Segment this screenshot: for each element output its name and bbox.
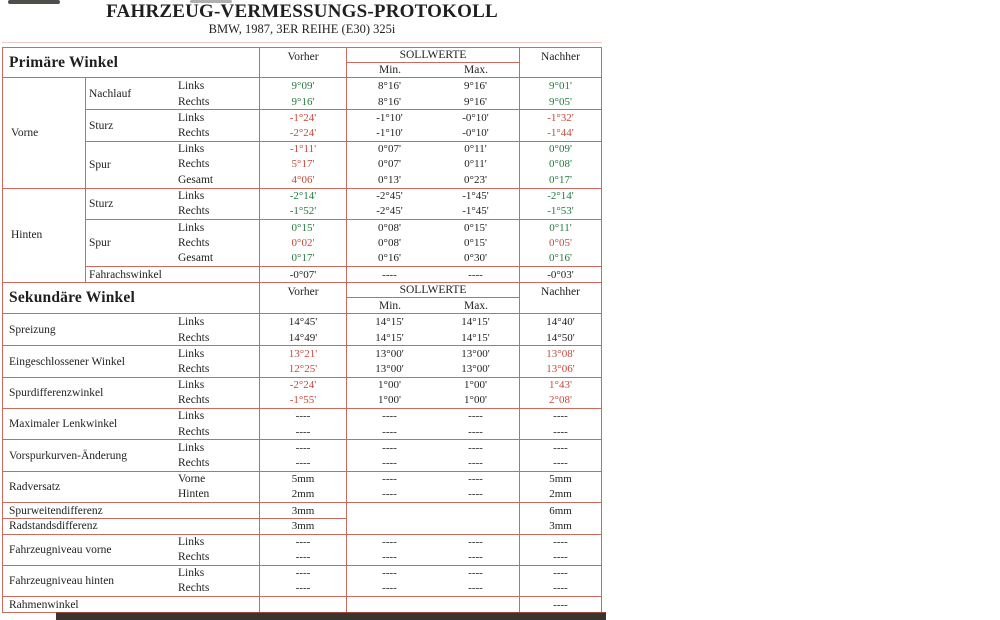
value-nachher: ---- <box>519 581 601 597</box>
value-max: ---- <box>432 471 519 487</box>
value-vorher <box>259 596 346 612</box>
value-nachher: 0°16' <box>519 251 601 267</box>
row-label: Vorspurkurven-Änderung <box>3 439 176 470</box>
value-max: ---- <box>468 488 483 501</box>
value-nachher: 13°08' <box>519 345 601 361</box>
value-max: ---- <box>468 551 483 564</box>
section-title: Sekundäre Winkel <box>9 289 135 306</box>
value-max: 9°16' <box>464 79 487 92</box>
value-min: 0°07' <box>346 156 432 172</box>
value-max: 0°30' <box>464 252 487 265</box>
column-header-vorher: Vorher <box>259 48 346 77</box>
side-label: Links <box>176 534 259 550</box>
value-min: 1°00' <box>346 377 432 393</box>
value-vorher: ---- <box>259 424 346 440</box>
value-sollwerte <box>346 518 519 534</box>
value-min: ---- <box>346 424 432 440</box>
side-label: Links <box>176 219 259 235</box>
value-max: 13°00' <box>461 362 490 375</box>
side-label: Links <box>176 377 259 393</box>
value-nachher: 9°01' <box>519 78 601 94</box>
value-min: -1°10' <box>346 125 432 141</box>
value-min: 0°08' <box>346 219 432 235</box>
value-vorher: 2mm <box>259 487 346 503</box>
value-nachher: 9°05' <box>519 94 601 110</box>
value-vorher: -1°55' <box>259 392 346 408</box>
side-label: Vorne <box>176 471 259 487</box>
value-nachher: ---- <box>519 565 601 581</box>
row-label: Radstandsdifferenz <box>3 518 259 534</box>
column-header-nachher: Nachher <box>519 283 601 313</box>
column-header-sollwerte-label: SOLLWERTE <box>347 48 519 63</box>
value-vorher: ---- <box>259 455 346 471</box>
value-vorher: ---- <box>259 408 346 424</box>
value-min: 14°15' <box>346 330 432 346</box>
value-nachher: ---- <box>519 424 601 440</box>
value-min: 8°16' <box>346 94 432 110</box>
row-label: Fahrzeugniveau hinten <box>3 565 176 596</box>
side-label: Gesamt <box>178 252 214 265</box>
value-max: ---- <box>432 565 519 581</box>
value-nachher: 13°06' <box>519 361 601 377</box>
side-label: Links <box>176 439 259 455</box>
side-label: Links <box>176 109 259 125</box>
value-max: ---- <box>432 439 519 455</box>
row-label: Spreizung <box>9 323 56 336</box>
value-max: 0°15' <box>464 236 487 249</box>
side-label: Gesamt <box>178 173 214 186</box>
value-min: 13°00' <box>346 361 432 377</box>
value-min: ---- <box>346 549 432 565</box>
value-vorher: -1°52' <box>259 204 346 220</box>
value-nachher: -1°32' <box>519 109 601 125</box>
value-vorher: -1°11' <box>259 141 346 157</box>
side-label: Rechts <box>178 126 210 139</box>
value-min: ---- <box>346 565 432 581</box>
column-header-max: Max. <box>464 64 488 76</box>
value-min: 0°16' <box>346 251 432 267</box>
value-max: ---- <box>468 425 483 438</box>
value-max: 14°15' <box>461 315 490 328</box>
value-nachher: ---- <box>519 596 601 612</box>
column-header-vorher: Vorher <box>259 283 346 313</box>
value-vorher: ---- <box>259 581 346 597</box>
document-title: FAHRZEUG-VERMESSUNGS-PROTOKOLL <box>106 1 498 22</box>
value-min: ---- <box>346 439 432 455</box>
value-nachher: 14°50' <box>519 330 601 346</box>
column-header-minmax <box>347 63 519 77</box>
value-vorher: ---- <box>259 565 346 581</box>
row-label: Radversatz <box>3 471 176 502</box>
side-label: Links <box>176 141 259 157</box>
row-label: Eingeschlossener Winkel <box>3 345 176 376</box>
side-label: Links <box>178 79 205 92</box>
value-max: ---- <box>468 582 483 595</box>
value-max: 0°23' <box>464 173 487 186</box>
measurement-table <box>2 47 602 613</box>
row-label: Sturz <box>86 109 176 140</box>
value-vorher: -2°14' <box>259 188 346 204</box>
value-min: -2°45' <box>346 188 432 204</box>
value-max: -1°45' <box>432 188 519 204</box>
value-nachher: ---- <box>519 455 601 471</box>
value-max: 1°00' <box>432 377 519 393</box>
side-label: Rechts <box>178 95 210 108</box>
document-subtitle: BMW, 1987, 3ER REIHE (E30) 325i <box>208 22 396 36</box>
row-label: Maximaler Lenkwinkel <box>3 408 176 439</box>
side-label: Links <box>176 188 259 204</box>
row-label: Fahrzeugniveau vorne <box>3 534 176 565</box>
value-vorher: 3mm <box>259 502 346 518</box>
value-vorher: 0°02' <box>259 235 346 251</box>
side-label: Rechts <box>178 362 210 375</box>
value-vorher: -2°24' <box>259 125 346 141</box>
value-sollwerte <box>346 502 519 518</box>
value-nachher: 14°40' <box>519 314 601 330</box>
value-min: 14°15' <box>346 314 432 330</box>
section-header-s <box>3 282 601 314</box>
value-vorher: ---- <box>259 549 346 565</box>
value-max: 13°00' <box>432 345 519 361</box>
row-label: Nachlauf <box>89 87 132 100</box>
value-nachher: ---- <box>519 549 601 565</box>
value-vorher: -2°24' <box>259 377 346 393</box>
value-vorher: 0°15' <box>259 219 346 235</box>
column-header-nachher: Nachher <box>519 48 601 77</box>
value-nachher: 2mm <box>519 487 601 503</box>
section-title: Primäre Winkel <box>9 53 119 71</box>
row-label: Rahmenwinkel <box>3 596 259 612</box>
row-label: Spur <box>86 219 176 266</box>
side-label: Rechts <box>178 331 210 344</box>
primary-body <box>3 78 601 282</box>
value-min: ---- <box>346 581 432 597</box>
value-vorher: 14°45' <box>259 314 346 330</box>
scan-ghost-line <box>2 42 602 43</box>
value-min: 0°13' <box>346 172 432 188</box>
value-vorher: 14°49' <box>259 330 346 346</box>
value-vorher: 5°17' <box>259 156 346 172</box>
value-max: 0°11' <box>432 141 519 157</box>
row-label: Sturz <box>86 188 176 219</box>
value-max: ---- <box>432 534 519 550</box>
value-nachher: 2°08' <box>519 392 601 408</box>
column-header-sollwerte <box>346 48 519 77</box>
value-min: 8°16' <box>346 78 432 94</box>
side-label: Rechts <box>178 425 210 438</box>
value-nachher: 0°17' <box>519 172 601 188</box>
value-min: -2°45' <box>346 204 432 220</box>
value-max: -0°10' <box>462 126 489 139</box>
row-label: Spurweitendifferenz <box>3 502 259 518</box>
value-vorher: 0°17' <box>259 251 346 267</box>
value-sollwerte <box>346 596 519 612</box>
value-min: ---- <box>346 471 432 487</box>
side-label: Links <box>178 315 205 328</box>
value-max: 0°11' <box>464 158 487 171</box>
value-nachher: 5mm <box>519 471 601 487</box>
value-min: 0°07' <box>346 141 432 157</box>
value-nachher: ---- <box>519 408 601 424</box>
value-nachher: 6mm <box>519 502 601 518</box>
section-header-p <box>3 48 601 78</box>
value-vorher: 9°16' <box>259 94 346 110</box>
secondary-body <box>3 314 601 612</box>
side-label: Rechts <box>178 236 210 249</box>
value-min: ---- <box>346 408 432 424</box>
value-vorher: -0°07' <box>259 266 346 282</box>
value-vorher: -1°24' <box>259 109 346 125</box>
row-label: Fahrachswinkel <box>86 266 259 282</box>
group-label: Vorne <box>3 78 86 188</box>
value-nachher: ---- <box>519 439 601 455</box>
row-label: Spur <box>86 141 176 188</box>
value-nachher: 0°09' <box>519 141 601 157</box>
value-min: ---- <box>346 487 432 503</box>
value-vorher: 5mm <box>259 471 346 487</box>
value-max: 1°00' <box>464 394 487 407</box>
side-label: Links <box>176 345 259 361</box>
value-min: ---- <box>346 455 432 471</box>
column-header-min: Min. <box>378 64 402 76</box>
value-min: ---- <box>346 534 432 550</box>
value-nachher: -1°53' <box>519 204 601 220</box>
value-max: ---- <box>432 408 519 424</box>
value-max: ---- <box>432 266 519 282</box>
value-nachher: -1°44' <box>519 125 601 141</box>
value-vorher: ---- <box>259 534 346 550</box>
value-min: -1°10' <box>346 109 432 125</box>
side-label: Hinten <box>178 488 210 501</box>
value-vorher: ---- <box>259 439 346 455</box>
side-label: Links <box>176 565 259 581</box>
side-label: Links <box>176 408 259 424</box>
value-max: -1°45' <box>462 205 489 218</box>
side-label: Rechts <box>178 551 210 564</box>
value-nachher: -0°03' <box>519 266 601 282</box>
value-vorher: 4°06' <box>259 172 346 188</box>
side-label: Rechts <box>178 582 210 595</box>
value-max: ---- <box>468 456 483 469</box>
side-label: Rechts <box>178 394 210 407</box>
scan-edge-bottom <box>56 612 606 620</box>
column-header-min: Min. <box>378 299 402 312</box>
group-label: Hinten <box>3 188 86 282</box>
value-min: ---- <box>346 266 432 282</box>
row-label: Spurdifferenzwinkel <box>3 377 176 408</box>
value-vorher: 3mm <box>259 518 346 534</box>
value-nachher: -2°14' <box>519 188 601 204</box>
value-nachher: 0°08' <box>519 156 601 172</box>
value-max: -0°10' <box>432 109 519 125</box>
column-header-max: Max. <box>464 299 488 312</box>
value-vorher: 9°09' <box>259 78 346 94</box>
value-vorher: 12°25' <box>259 361 346 377</box>
value-max: 14°15' <box>461 331 490 344</box>
side-label: Rechts <box>178 158 210 171</box>
value-nachher: ---- <box>519 534 601 550</box>
value-nachher: 0°11' <box>519 219 601 235</box>
value-min: 13°00' <box>346 345 432 361</box>
column-header-sollwerte-label: SOLLWERTE <box>347 283 519 298</box>
column-header-sollwerte <box>346 283 519 313</box>
value-min: 1°00' <box>346 392 432 408</box>
value-nachher: 1°43' <box>519 377 601 393</box>
side-label: Rechts <box>178 205 210 218</box>
value-max: 9°16' <box>464 95 487 108</box>
column-header-minmax <box>347 298 519 313</box>
value-nachher: 3mm <box>519 518 601 534</box>
side-label: Rechts <box>178 456 210 469</box>
value-nachher: 0°05' <box>519 235 601 251</box>
value-vorher: 13°21' <box>259 345 346 361</box>
value-max: 0°15' <box>432 219 519 235</box>
value-min: 0°08' <box>346 235 432 251</box>
